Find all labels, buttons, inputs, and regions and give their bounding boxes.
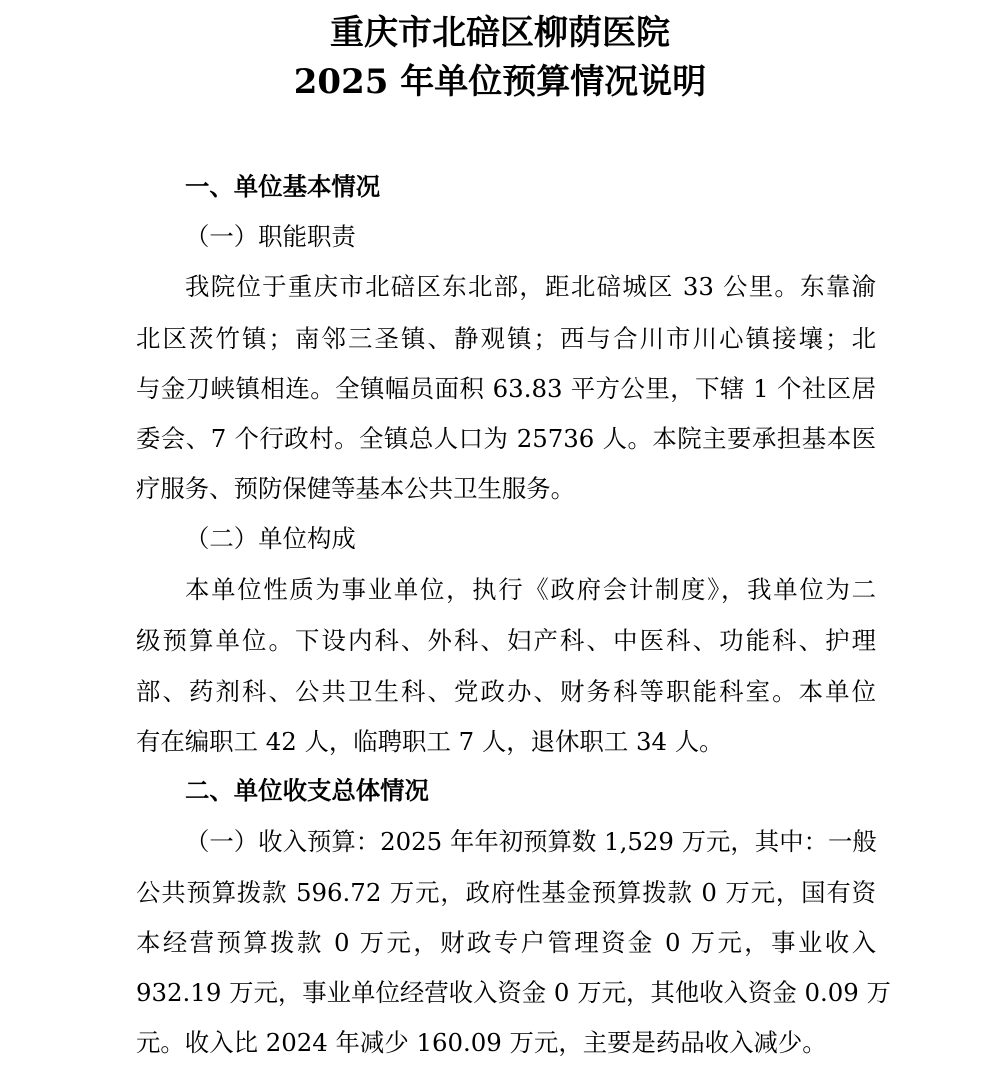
subsection-heading-functions: （一）职能职责 <box>185 222 356 251</box>
paragraph-line: 元。收入比 2024 年减少 160.09 万元，主要是药品收入减少。 <box>136 1028 827 1057</box>
paragraph-line: 我院位于重庆市北碚区东北部，距北碚城区 33 公里。东靠渝 <box>185 272 876 301</box>
document-title-line-2: 2025 年单位预算情况说明 <box>293 62 707 102</box>
paragraph-line: （一）收入预算：2025 年年初预算数 1,529 万元，其中：一般 <box>185 827 877 856</box>
paragraph-line: 932.19 万元，事业单位经营收入资金 0 万元，其他收入资金 0.09 万 <box>136 978 891 1007</box>
section-heading-budget-overview: 二、单位收支总体情况 <box>185 776 429 805</box>
paragraph-line: 与金刀峡镇相连。全镇幅员面积 63.83 平方公里，下辖 1 个社区居 <box>136 374 876 403</box>
paragraph-line: 部、药剂科、公共卫生科、党政办、财务科等职能科室。本单位 <box>136 677 876 706</box>
paragraph-line: 有在编职工 42 人，临聘职工 7 人，退休职工 34 人。 <box>136 727 724 756</box>
paragraph-line: 公共预算拨款 596.72 万元，政府性基金预算拨款 0 万元，国有资 <box>136 878 876 907</box>
paragraph-line: 本单位性质为事业单位，执行《政府会计制度》，我单位为二 <box>185 575 876 604</box>
document-title-line-1: 重庆市北碚区柳荫医院 <box>330 13 670 53</box>
section-heading-basic-info: 一、单位基本情况 <box>185 172 381 201</box>
paragraph-line: 疗服务、预防保健等基本公共卫生服务。 <box>136 474 576 503</box>
paragraph-line: 委会、7 个行政村。全镇总人口为 25736 人。本院主要承担基本医 <box>136 424 876 453</box>
paragraph-line: 北区茨竹镇；南邻三圣镇、静观镇；西与合川市川心镇接壤；北 <box>136 324 876 353</box>
paragraph-line: 级预算单位。下设内科、外科、妇产科、中医科、功能科、护理 <box>136 626 876 655</box>
subsection-heading-composition: （二）单位构成 <box>185 524 356 553</box>
paragraph-line: 本经营预算拨款 0 万元，财政专户管理资金 0 万元，事业收入 <box>136 928 876 957</box>
